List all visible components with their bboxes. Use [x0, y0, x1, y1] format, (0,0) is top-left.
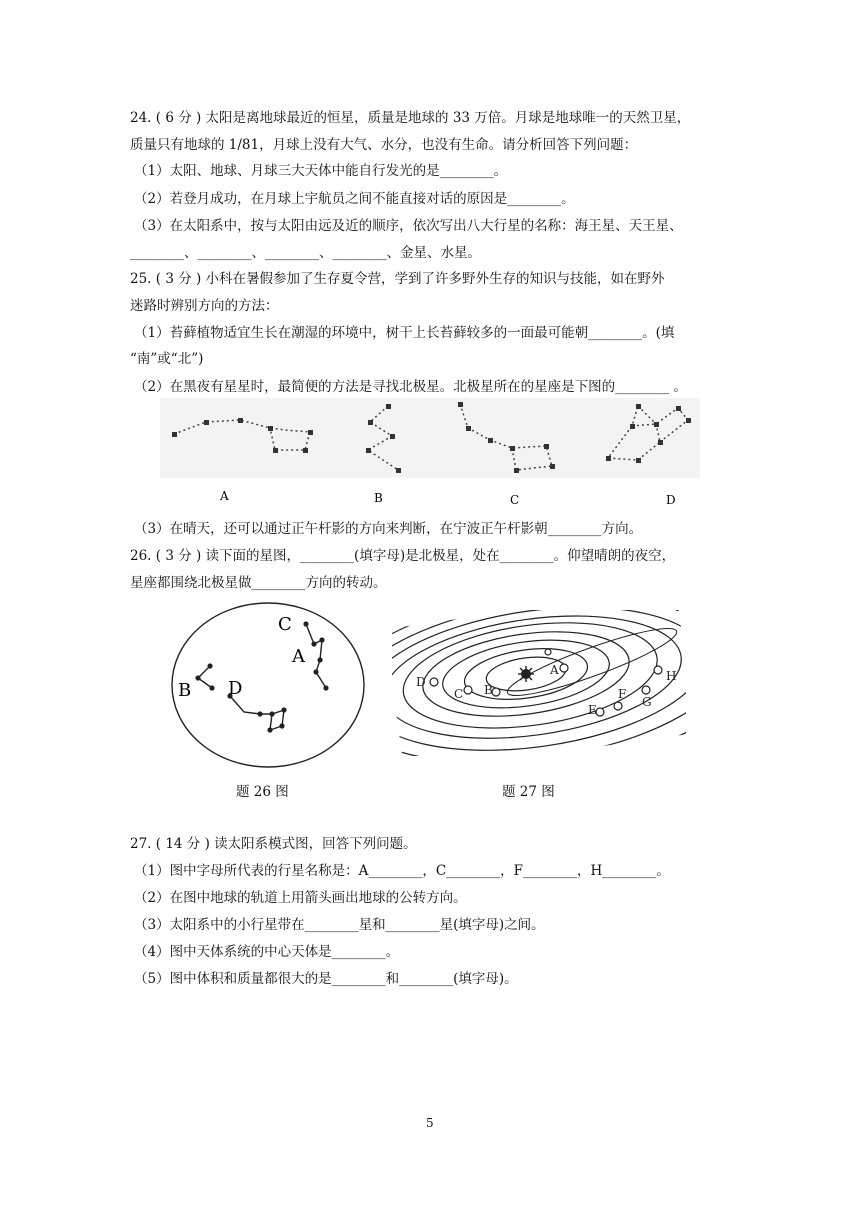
constellation-options-figure [160, 398, 700, 513]
star-chart-figure [170, 600, 366, 770]
q25-stem-line2: 迷路时辨别方向的方法： [130, 298, 279, 314]
option-label-a: A [220, 489, 229, 503]
planet-label-g: G [642, 695, 652, 709]
planet-label-d: D [416, 675, 426, 689]
q24-sub2: （2）若登月成功，在月球上宇航员之间不能直接对话的原因是________。 [134, 191, 575, 207]
q25-sub1-cont: “南”或“北”) [130, 351, 204, 367]
star-chart-label-d: D [228, 678, 243, 699]
planet-label-a: A [550, 663, 559, 677]
sun-icon [518, 666, 534, 682]
page-number: 5 [426, 1116, 434, 1130]
q27-stem: 27. ( 14 分 ) 读太阳系模式图，回答下列问题。 [130, 836, 417, 852]
q24-stem-line1: 24. ( 6 分 ) 太阳是离地球最近的恒星，质量是地球的 33 万倍。月球是地球唯一的天然卫星， [130, 110, 691, 126]
q25-sub2: （2）在黑夜有星星时，最简便的方法是寻找北极星。北极星所在的星座是下图的________ 。 [134, 379, 687, 395]
q26-stem-line2: 星座都围绕北极星做________方向的转动。 [130, 575, 387, 591]
star-chart-label-b: B [178, 680, 192, 701]
option-label-c: C [510, 493, 520, 507]
q27-sub2: （2）在图中地球的轨道上用箭头画出地球的公转方向。 [134, 890, 467, 906]
planet-label-b: B [484, 683, 493, 697]
star-chart-label-a: A [292, 646, 305, 667]
planet-label-h: H [666, 669, 677, 683]
solar-system-figure [392, 610, 686, 756]
q24-sub3: （3）在太阳系中，按与太阳由远及近的顺序，依次写出八大行星的名称：海王星、天王星、 [134, 218, 683, 234]
q27-sub3: （3）太阳系中的小行星带在________星和________星(填字母)之间。 [134, 917, 545, 933]
planet-label-f: F [618, 687, 627, 701]
q26-stem-line1: 26. ( 3 分 ) 读下面的星图，________(填字母)是北极星，处在________。仰望晴朗的夜空， [130, 548, 676, 564]
option-label-b: B [374, 491, 383, 505]
option-label-d: D [666, 493, 676, 507]
q27-sub4: （4）图中天体系统的中心天体是________。 [134, 944, 400, 960]
q25-sub3: （3）在晴天，还可以通过正午杆影的方向来判断，在宁波正午杆影朝________方向。 [134, 521, 643, 537]
fig26-caption: 题 26 图 [236, 784, 289, 800]
q25-sub1: （1）苔藓植物适宜生长在潮湿的环境中，树干上长苔藓较多的一面最可能朝________。(填 [134, 325, 675, 341]
q25-stem-line1: 25. ( 3 分 ) 小科在暑假参加了生存夏令营，学到了许多野外生存的知识与技能，如在野外 [130, 271, 665, 287]
q27-sub5: （5）图中体积和质量都很大的是________和________(填字母)。 [134, 971, 518, 987]
q27-sub1: （1）图中字母所代表的行星名称是：A________，C________，F________，H________。 [134, 863, 670, 879]
q24-stem-line2: 质量只有地球的 1/81，月球上没有大气、水分，也没有生命。请分析回答下列问题： [130, 137, 638, 153]
planet-label-c: C [454, 687, 464, 701]
star-chart-label-c: C [278, 614, 292, 635]
fig27-caption: 题 27 图 [502, 784, 555, 800]
q24-sub1: （1）太阳、地球、月球三大天体中能自行发光的是________。 [134, 163, 508, 179]
q24-sub3-cont: ________、________、________、________、金星、水星。 [130, 245, 481, 261]
planet-label-e: E [588, 703, 597, 717]
